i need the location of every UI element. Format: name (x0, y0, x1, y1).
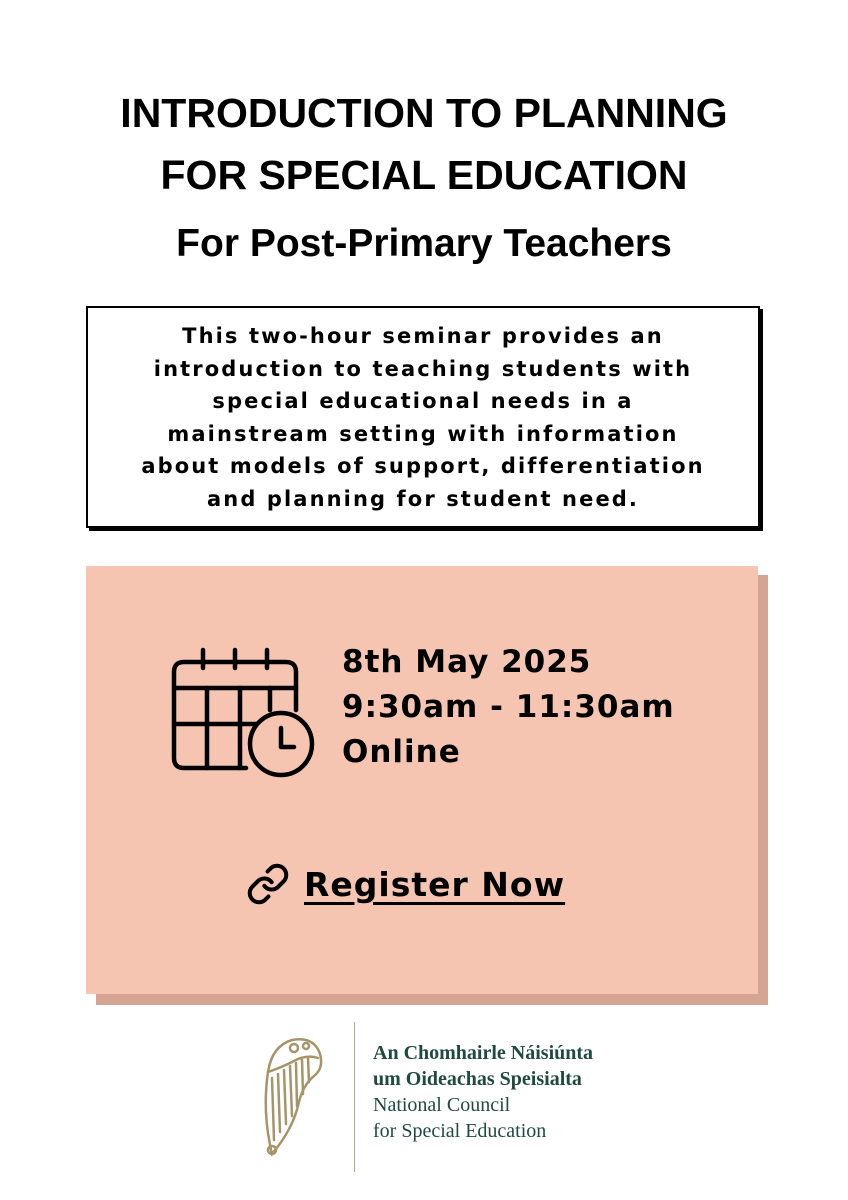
event-time: 9:30am - 11:30am (342, 689, 675, 725)
title-line-2: FOR SPECIAL EDUCATION (160, 152, 688, 198)
org-english-line-1: National Council (373, 1094, 511, 1116)
page-title (0, 82, 848, 206)
register-now-label[interactable]: Register Now (304, 864, 566, 904)
event-info-panel (86, 566, 758, 994)
register-now-link[interactable] (246, 862, 565, 906)
organization-name (373, 1040, 593, 1144)
description-line: special educational needs in a (212, 389, 634, 413)
description-line: and planning for student need. (207, 486, 639, 511)
org-english-line-2: for Special Education (373, 1120, 547, 1142)
event-details (342, 640, 675, 775)
event-date: 8th May 2025 (342, 644, 592, 680)
description-line: about models of support, differentiation (141, 454, 705, 478)
description-box (86, 306, 760, 528)
logo-divider (354, 1022, 355, 1172)
page-subtitle: For Post-Primary Teachers (176, 222, 672, 265)
description-line: This two-hour seminar provides an (182, 324, 664, 348)
description-text (88, 320, 758, 515)
description-line: mainstream setting with information (167, 421, 679, 446)
description-line: introduction to teaching students with (153, 356, 693, 381)
org-irish-line-1: An Chomhairle Náisiúnta (373, 1042, 594, 1064)
link-icon (246, 862, 290, 906)
title-line-1: INTRODUCTION TO PLANNING (120, 90, 728, 136)
org-irish-line-2: um Oideachas Speisialta (373, 1068, 582, 1090)
event-location: Online (342, 734, 461, 770)
calendar-clock-icon (170, 644, 320, 779)
harp-logo (258, 1032, 326, 1166)
